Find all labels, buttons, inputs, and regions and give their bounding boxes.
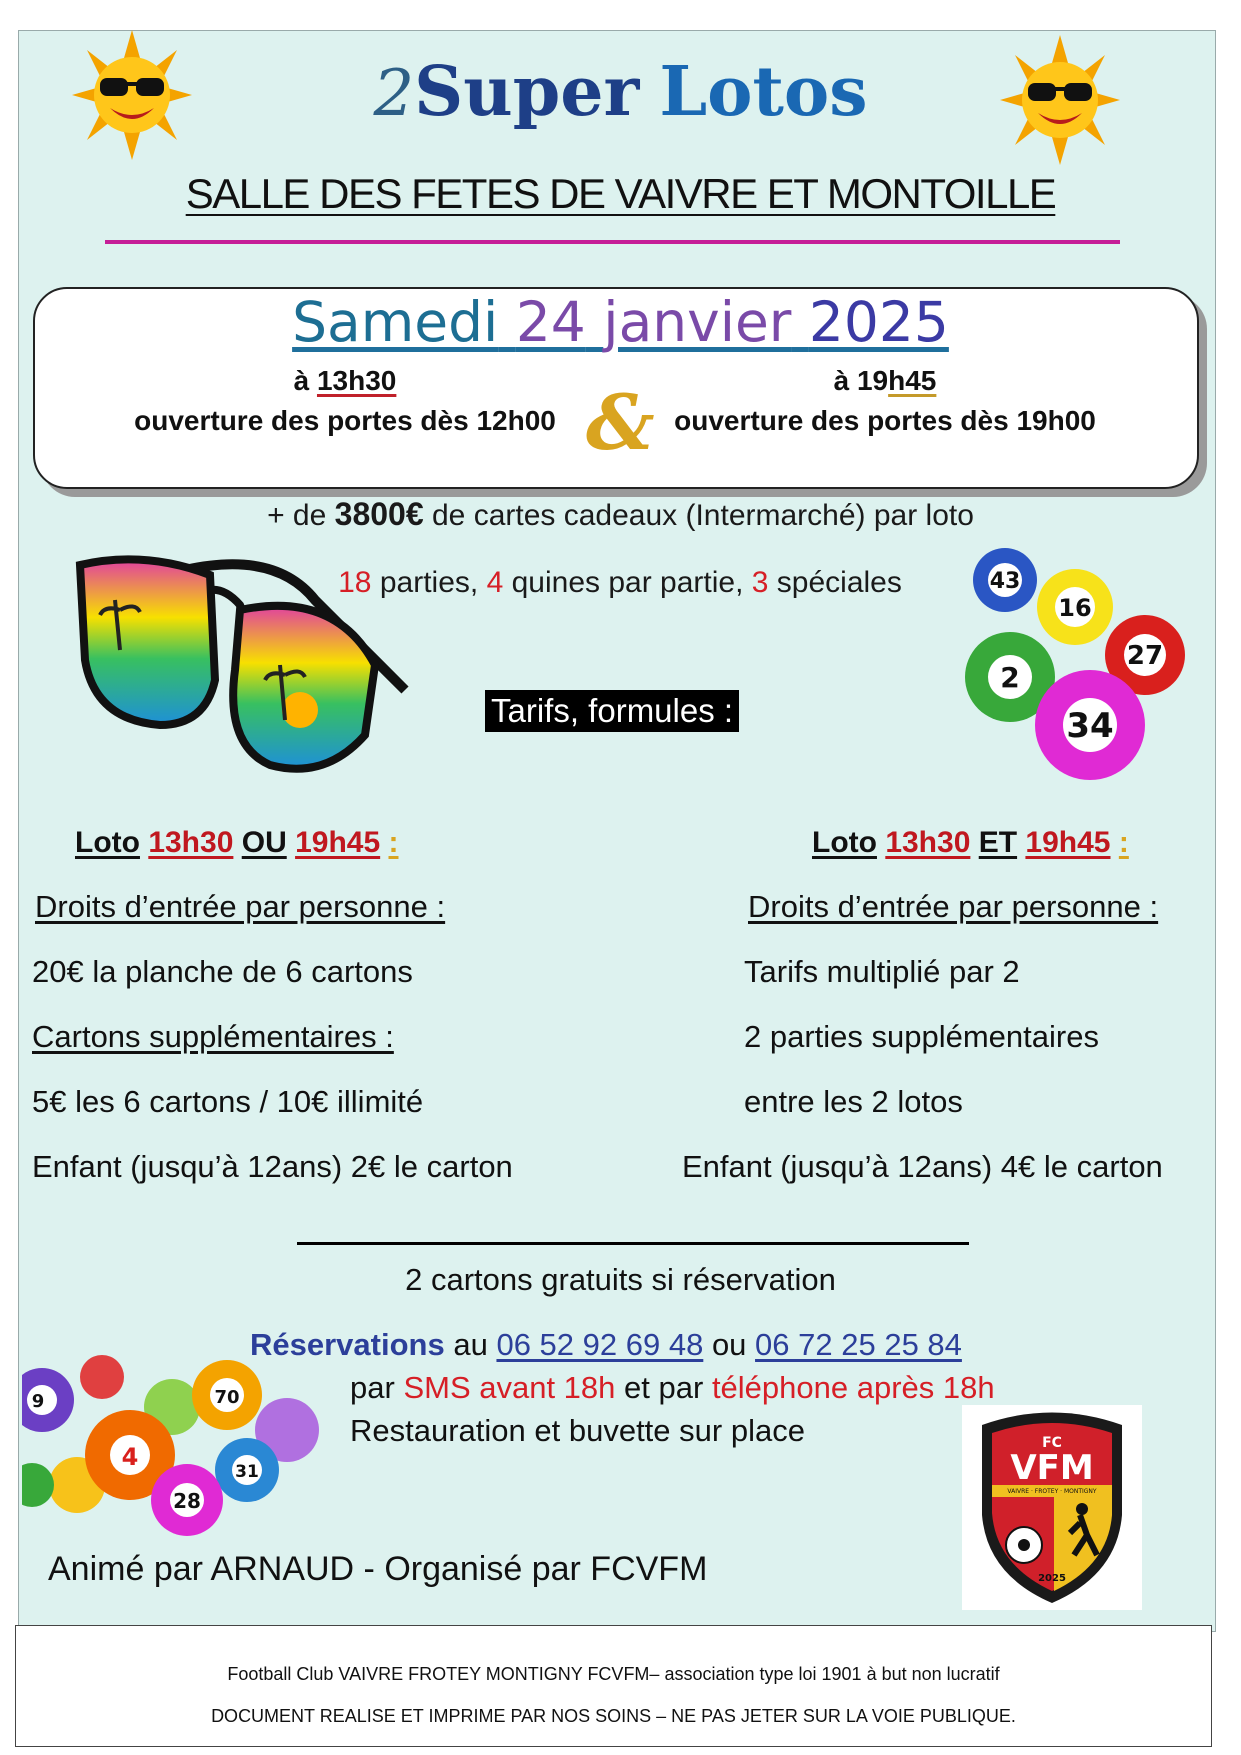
gift-amount: 3800€	[334, 496, 424, 532]
left-entry-title: Droits d’entrée par personne :	[35, 889, 446, 924]
left-column-heading: Loto 13h30 OU 19h45 :	[75, 826, 399, 859]
reservations-line: Réservations au 06 52 92 69 48 ou 06 72 25 25 84	[250, 1327, 962, 1362]
svg-text:16: 16	[1058, 594, 1092, 622]
session1-time: 13h30	[316, 365, 397, 396]
date-day: Samedi	[292, 290, 499, 354]
date-year: 2025	[808, 290, 949, 354]
title-lotos: Lotos	[659, 52, 868, 132]
ampersand: &	[586, 378, 655, 467]
svg-text:2025: 2025	[1038, 1573, 1066, 1584]
footer-line-2: DOCUMENT REALISE ET IMPRIME PAR NOS SOINS – NE PAS JETER SUR LA VOIE PUBLIQUE.	[211, 1706, 1016, 1726]
section-divider	[297, 1242, 969, 1245]
page-title	[0, 52, 1241, 132]
left-extra-price: 5€ les 6 cartons / 10€ illimité	[32, 1084, 424, 1119]
right-column-heading: Loto 13h30 ET 19h45 :	[812, 826, 1129, 859]
free-cards-line: 2 cartons gratuits si réservation	[405, 1262, 836, 1297]
session2-time: 19h45	[856, 365, 937, 396]
svg-text:FC: FC	[1042, 1435, 1062, 1451]
svg-text:9: 9	[31, 1391, 45, 1412]
right-line-3: entre les 2 lotos	[744, 1084, 963, 1119]
title-super: Super	[414, 52, 640, 132]
footer	[15, 1625, 1212, 1747]
right-child-price: Enfant (jusqu’à 12ans) 4€ le carton	[682, 1149, 1163, 1184]
svg-text:2: 2	[1000, 661, 1020, 694]
footer-line-1: Football Club VAIVRE FROTEY MONTIGNY FCVFM– association type loi 1901 à but non lucratif	[227, 1664, 1000, 1684]
svg-text:43: 43	[989, 569, 1021, 594]
date-month: janvier	[603, 290, 792, 354]
right-line-1: Tarifs multiplié par 2	[744, 954, 1020, 989]
venue-heading: SALLE DES FETES DE VAIVRE ET MONTOILLE	[185, 170, 1056, 217]
session-evening: à 19h45 ouverture des portes dès 19h00	[655, 365, 1115, 437]
svg-text:70: 70	[214, 1387, 240, 1408]
session-afternoon: à 13h30 ouverture des portes dès 12h00	[110, 365, 580, 437]
title-number: 2	[373, 57, 415, 131]
club-logo	[962, 1405, 1142, 1610]
date-number: 24	[515, 290, 586, 354]
parties-line: 18 parties, 4 quines par partie, 3 spéciales	[338, 566, 902, 599]
tarifs-label: Tarifs, formules :	[485, 690, 739, 732]
bingo-balls-icon	[955, 545, 1185, 790]
session1-doors: ouverture des portes dès 12h00	[134, 405, 556, 436]
phone-link-2[interactable]: 06 72 25 25 84	[755, 1327, 962, 1362]
session2-doors: ouverture des portes dès 19h00	[674, 405, 1096, 436]
svg-text:31: 31	[235, 1462, 259, 1482]
left-child-price: Enfant (jusqu’à 12ans) 2€ le carton	[32, 1149, 513, 1184]
event-date	[0, 290, 1241, 354]
bingo-balls-bottom-icon	[22, 1355, 322, 1540]
phone-link-1[interactable]: 06 52 92 69 48	[496, 1327, 704, 1362]
contact-hours-line: par SMS avant 18h et par téléphone après 18h	[350, 1370, 995, 1405]
svg-text:27: 27	[1126, 641, 1164, 671]
svg-text:28: 28	[173, 1489, 201, 1513]
svg-text:VFM: VFM	[1010, 1448, 1094, 1488]
svg-text:4: 4	[121, 1443, 139, 1471]
credits-line: Animé par ARNAUD - Organisé par FCVFM	[48, 1550, 708, 1588]
gift-cards-line: + de 3800€ de cartes cadeaux (Intermarché) par loto	[267, 496, 974, 532]
right-line-2: 2 parties supplémentaires	[744, 1019, 1099, 1054]
svg-text:VAIVRE · FROTEY · MONTIGNY: VAIVRE · FROTEY · MONTIGNY	[1007, 1488, 1097, 1495]
right-entry-title: Droits d’entrée par personne :	[748, 889, 1159, 924]
pink-divider	[105, 240, 1120, 244]
left-price: 20€ la planche de 6 cartons	[32, 954, 413, 989]
left-extra-title: Cartons supplémentaires :	[32, 1019, 394, 1054]
food-line: Restauration et buvette sur place	[350, 1413, 805, 1448]
svg-text:34: 34	[1066, 706, 1114, 746]
